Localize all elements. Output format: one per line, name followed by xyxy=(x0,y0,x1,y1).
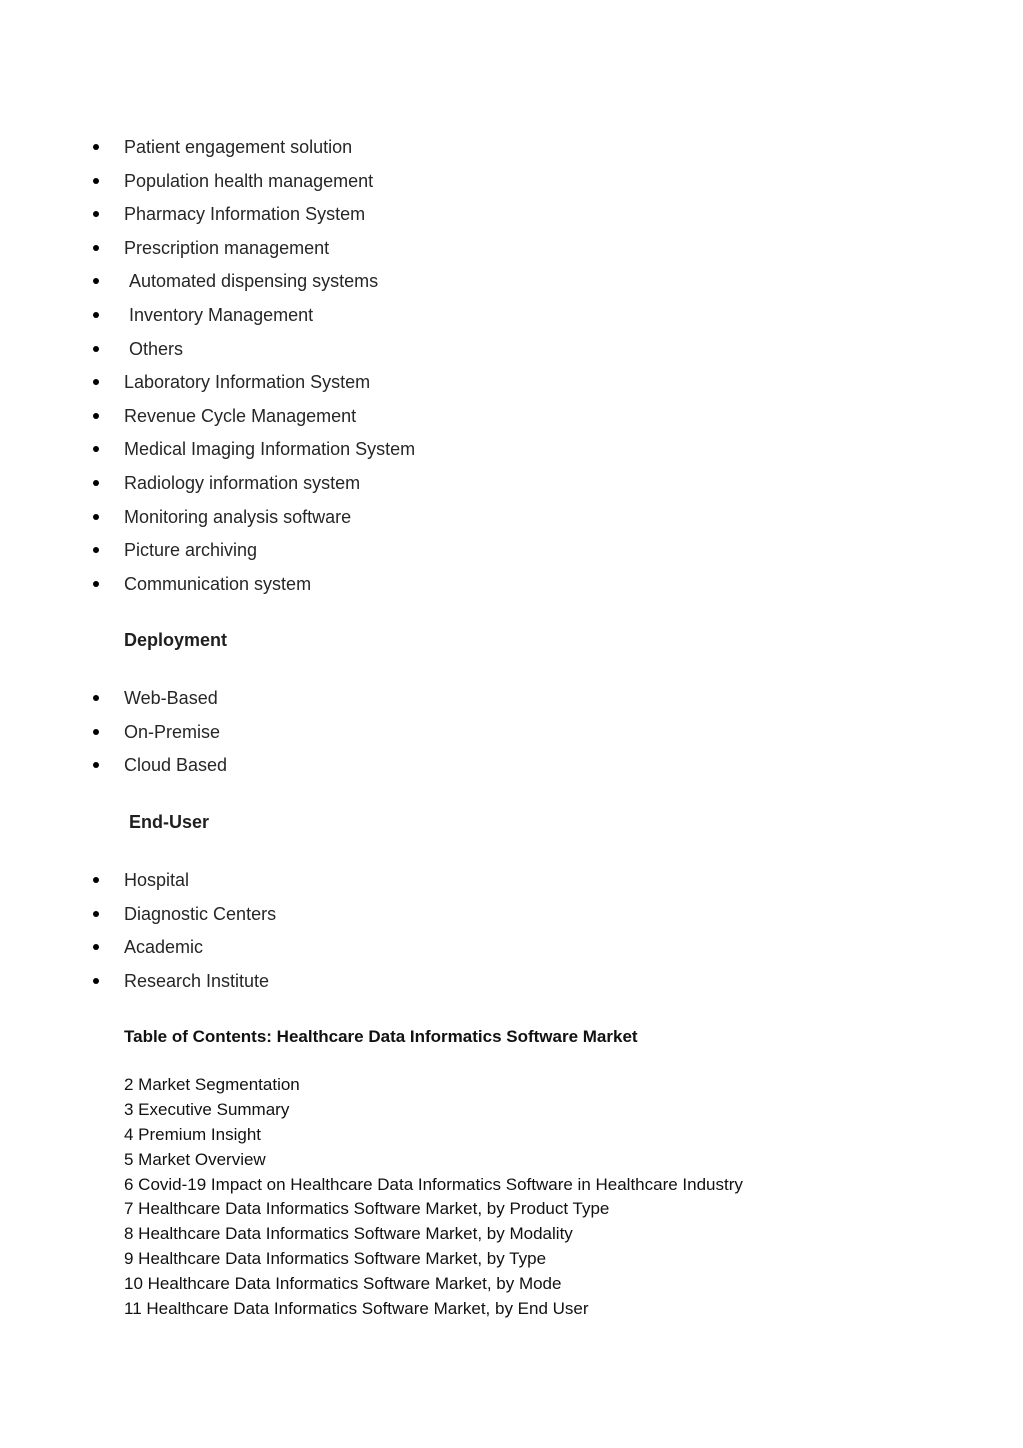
list-item xyxy=(90,507,790,541)
bullet-icon xyxy=(93,211,99,217)
toc-entry: 5 Market Overview xyxy=(124,1149,266,1169)
bullet-icon xyxy=(93,312,99,318)
toc-heading: Table of Contents: Healthcare Data Informatics Software Market xyxy=(124,1027,638,1046)
list-item xyxy=(90,473,790,507)
list-item xyxy=(90,439,790,473)
list-item xyxy=(90,171,790,205)
list-item xyxy=(90,937,790,971)
list-item xyxy=(90,971,790,1005)
list-item-label: Picture archiving xyxy=(124,540,258,561)
list-item xyxy=(90,137,790,171)
list-item xyxy=(90,540,790,574)
list-item-label: Others xyxy=(129,338,184,359)
list-item-label: Patient engagement solution xyxy=(124,137,353,157)
list-item-label: Monitoring analysis software xyxy=(124,506,352,527)
toc-entry: 2 Market Segmentation xyxy=(124,1075,300,1094)
list-item xyxy=(90,755,790,789)
bullet-icon xyxy=(93,944,99,950)
bullet-icon xyxy=(93,911,99,917)
toc-entry: 8 Healthcare Data Informatics Software Market, by Modality xyxy=(124,1224,573,1244)
bullet-icon xyxy=(93,446,99,452)
bullet-icon xyxy=(93,480,99,486)
toc-entry: 7 Healthcare Data Informatics Software Market, by Product Type xyxy=(124,1199,610,1219)
bullet-icon xyxy=(93,978,99,984)
list-item xyxy=(90,722,790,756)
list-item-label: Laboratory Information System xyxy=(124,372,371,393)
toc-entry: 9 Healthcare Data Informatics Software Market, by Type xyxy=(124,1249,547,1269)
list-item-label: Inventory Management xyxy=(129,304,314,325)
toc-entry: 10 Healthcare Data Informatics Software Market, by Mode xyxy=(124,1274,562,1294)
list-item-label: On-Premise xyxy=(124,721,221,742)
list-item-label: Research Institute xyxy=(124,970,270,991)
toc-entry: 11 Healthcare Data Informatics Software Market, by End User xyxy=(124,1299,589,1319)
bullet-icon xyxy=(93,178,99,184)
list-item-label: Population health management xyxy=(124,170,374,191)
end-user-list xyxy=(90,870,790,1004)
bullet-icon xyxy=(93,547,99,553)
bullet-icon xyxy=(93,762,99,768)
end-user-heading: End-User xyxy=(129,812,210,832)
list-item xyxy=(90,271,790,305)
list-item-label: Academic xyxy=(124,937,204,958)
toc-entry: 6 Covid-19 Impact on Healthcare Data Informatics Software in Healthcare Industry xyxy=(124,1174,743,1194)
list-item xyxy=(90,372,790,406)
list-item xyxy=(90,870,790,904)
bullet-icon xyxy=(93,877,99,883)
list-item xyxy=(90,339,790,373)
bullet-icon xyxy=(93,245,99,251)
bullet-icon xyxy=(93,346,99,352)
list-item-label: Automated dispensing systems xyxy=(129,271,379,292)
bullet-icon xyxy=(93,729,99,735)
product-type-list xyxy=(90,137,790,607)
list-item-label: Cloud Based xyxy=(124,755,228,776)
list-item xyxy=(90,406,790,440)
list-item-label: Hospital xyxy=(124,870,190,890)
list-item xyxy=(90,904,790,938)
list-item xyxy=(90,305,790,339)
deployment-heading: Deployment xyxy=(124,630,228,650)
list-item-label: Medical Imaging Information System xyxy=(124,439,416,460)
bullet-icon xyxy=(93,379,99,385)
list-item-label: Prescription management xyxy=(124,237,330,258)
list-item xyxy=(90,574,790,608)
bullet-icon xyxy=(93,144,99,150)
list-item-label: Revenue Cycle Management xyxy=(124,405,357,426)
bullet-icon xyxy=(93,695,99,701)
bullet-icon xyxy=(93,413,99,419)
bullet-icon xyxy=(93,514,99,520)
list-item xyxy=(90,688,790,722)
bullet-icon xyxy=(93,278,99,284)
list-item-label: Web-Based xyxy=(124,688,218,708)
table-of-contents xyxy=(124,1074,924,1323)
list-item xyxy=(90,238,790,272)
toc-entry: 4 Premium Insight xyxy=(124,1124,261,1144)
toc-entry: 3 Executive Summary xyxy=(124,1099,290,1119)
deployment-list xyxy=(90,688,790,789)
list-item-label: Pharmacy Information System xyxy=(124,204,366,225)
list-item-label: Communication system xyxy=(124,573,312,594)
list-item xyxy=(90,204,790,238)
list-item-label: Radiology information system xyxy=(124,472,361,493)
bullet-icon xyxy=(93,581,99,587)
list-item-label: Diagnostic Centers xyxy=(124,903,277,924)
